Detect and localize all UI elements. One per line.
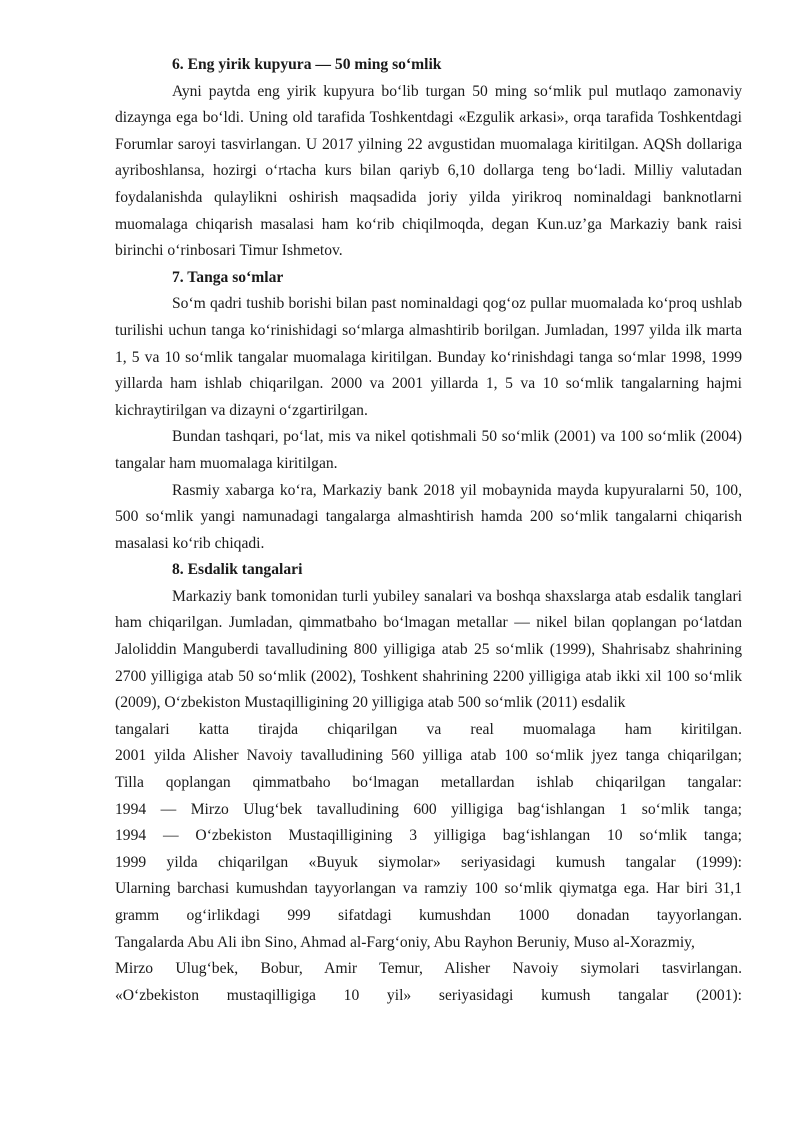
text-line: «O‘zbekiston mustaqilligiga 10 yil» seriyasidagi kumush tangalar (2001): — [115, 986, 742, 1004]
section-heading: 6. Eng yirik kupyura — 50 ming so‘mlik — [172, 56, 442, 73]
text-line: Tilla qoplangan qimmatbaho bo‘lmagan metallardan ishlab chiqarilgan tangalar: — [115, 774, 742, 792]
section-heading: 8. Esdalik tangalari — [172, 561, 303, 579]
document-page — [115, 52, 742, 1009]
text-line: 1994 — O‘zbekiston Mustaqilligining 3 yilligiga bag‘ishlangan 10 so‘mlik tanga; — [115, 827, 742, 845]
text-line: tangalari katta tirajda chiqarilgan va real muomalaga ham kiritilgan. — [115, 720, 742, 738]
text-line: gramm og‘irlikdagi 999 sifatdagi kumushdan 1000 donadan tayyorlangan. — [115, 907, 742, 924]
paragraph: So‘m qadri tushib borishi bilan past nominaldagi qog‘oz pullar muomalada ko‘proq ushlab turilishi uchun tanga ko‘rinishidagi so‘mlarga almashtirib borilgan. Jumladan, 1997 yilda ilk marta 1, 5 va 10 so‘mlik tangalar muomalaga kiritilgan. Bunday ko‘rinishdagi tanga so‘mlar 1998, 1999 yillarda ham ishlab chiqarilgan. 2000 va 2001 yillarda 1, 5 va 10 so‘mlik tangalarning hajmi kichraytirilgan va dizayni o‘zgartirilgan. — [115, 295, 742, 419]
section-heading: 7. Tanga so‘mlar — [172, 268, 284, 286]
text-line: 1994 — Mirzo Ulug‘bek tavalludining 600 yilligiga bag‘ishlangan 1 so‘mlik tanga; — [115, 800, 742, 818]
text-line: Ularning barchasi kumushdan tayyorlangan va ramziy 100 so‘mlik qiymatga ega. Har biri 31,1 — [115, 880, 742, 898]
paragraph: Rasmiy xabarga ko‘ra, Markaziy bank 2018 yil mobaynida mayda kupyuralarni 50, 100, 500 so‘mlik yangi namunadagi tangalarga almashtirish hamda 200 so‘mlik tangalarni chiqarish masalasi ko‘rib chiqadi. — [115, 481, 742, 552]
paragraph: Bundan tashqari, po‘lat, mis va nikel qotishmali 50 so‘mlik (2001) va 100 so‘mlik (2004) tangalar ham muomalaga kiritilgan. — [115, 428, 742, 472]
text-line: 2001 yilda Alisher Navoiy tavalludining 560 yilliga atab 100 so‘mlik jyez tanga chiqarilgan; — [115, 747, 742, 765]
text-line: 1999 yilda chiqarilgan «Buyuk siymolar» seriyasidagi kumush tangalar (1999): — [115, 853, 742, 871]
paragraph: Markaziy bank tomonidan turli yubiley sanalari va boshqa shaxslarga atab esdalik tanglari ham chiqarilgan. Jumladan, qimmatbaho bo‘lmagan metallar — nikel bilan qoplangan po‘latdan Jaloliddin Manguberdi tavalludining 800 yilligiga atab 25 so‘mlik (1999), Shahrisabz shahrining 2700 yilligiga atab 50 so‘mlik (2002), Toshkent shahrining 2200 yilligiga atab ikki xil 100 so‘mlik (2009), O‘zbekiston Mustaqilligining 20 yilligiga atab 500 so‘mlik (2011) esdalik — [115, 587, 742, 712]
text-line: Tangalarda Abu Ali ibn Sino, Ahmad al-Farg‘oniy, Abu Rayhon Beruniy, Muso al-Xorazmiy, — [115, 933, 695, 951]
paragraph: Ayni paytda eng yirik kupyura bo‘lib turgan 50 ming so‘mlik pul mutlaqo zamonaviy dizaynga ega bo‘ldi. Uning old tarafida Toshkentdagi «Ezgulik arkasi», orqa tarafida Toshkentdagi Forumlar saroyi tasvirlangan. U 2017 yilning 22 avgustidan muomalaga kiritilgan. AQSh dollariga ayriboshlansa, hozirgi o‘rtacha kurs bilan qariyb 6,10 dollarga teng bo‘ladi. Milliy valutadan foydalanishda qulaylikni oshirish maqsadida joriy yilda yirikroq nominaldagi banknotlarni muomalaga chiqarish masalasi ham ko‘rib chiqilmoqda, degan Kun.uz’ga Markaziy bank raisi birinchi o‘rinbosari Timur Ishmetov. — [115, 82, 742, 260]
text-line: Mirzo Ulug‘bek, Bobur, Amir Temur, Alisher Navoiy siymolari tasvirlangan. — [115, 960, 742, 978]
